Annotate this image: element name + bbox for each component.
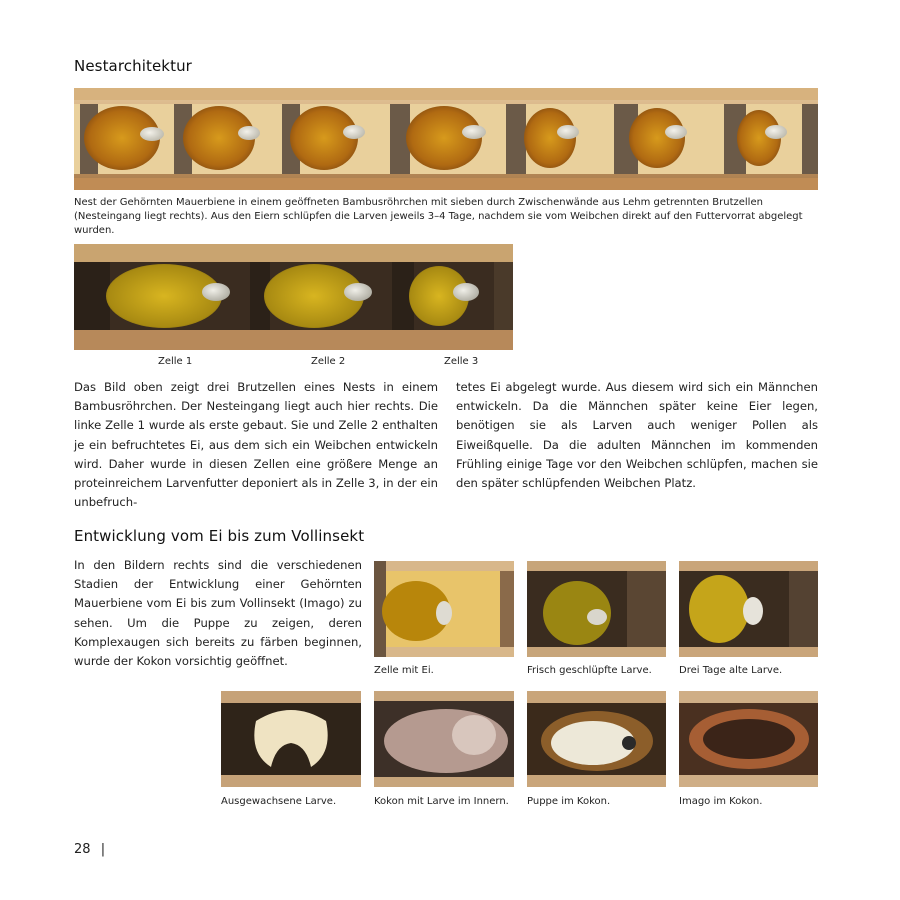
photo-imago-in-cocoon bbox=[679, 691, 818, 787]
photo-caption-7: Imago im Kokon. bbox=[679, 796, 763, 807]
photo-three-day-larva bbox=[679, 561, 818, 657]
page-number-value: 28 bbox=[74, 842, 91, 857]
section-heading-development: Entwicklung vom Ei bis zum Vollinsekt bbox=[74, 527, 365, 545]
cell-label-2: Zelle 2 bbox=[311, 356, 346, 367]
page-number bbox=[74, 842, 105, 857]
photo-caption-4: Ausgewachsene Larve. bbox=[221, 796, 337, 807]
nest-tube-photo bbox=[74, 88, 818, 190]
photo-cocoon-with-larva bbox=[374, 691, 514, 787]
photo-caption-3: Drei Tage alte Larve. bbox=[679, 665, 783, 676]
body-paragraph-col2: tetes Ei abgelegt wurde. Aus diesem wird sich ein Männchen entwickeln. Da die Männchen später keine Eier legen, benötigen sie als Larven auch weniger Pollen als Eiweißquelle. Da die adulten Männchen im kommenden Frühling einige Tage vor den Weibchen schlüpfen, machen sie den später schlüpfenden Weibchen Platz. bbox=[456, 380, 818, 491]
photo-fresh-larva bbox=[527, 561, 666, 657]
three-cells-photo bbox=[74, 244, 513, 350]
body-paragraph-col1: Das Bild oben zeigt drei Brutzellen eines Nests in einem Bambusröhrchen. Der Nesteingang liegt auch hier rechts. Die linke Zelle 1 wurde als erste gebaut. Sie und Zelle 2 enthalten je ein befruchtetes Ei, aus dem sich ein Weibchen entwickeln wird. Daher wurde in diesen Zellen eine größere Menge an proteinreichem Larvenfutter deponiert als in Zelle 3, in der ein unbefruch- bbox=[74, 380, 438, 510]
photo-cell-with-egg bbox=[374, 561, 514, 657]
figure-caption-nest: Nest der Gehörnten Mauerbiene in einem geöffneten Bambusröhrchen mit sieben durch Zwischenwände aus Lehm getrennten Brutzellen (Nesteingang liegt rechts). Aus den Eiern schlüpfen die Larven jeweils 3–4 Tage, nachdem sie vom Weibchen direkt auf den Futtervorrat abgelegt wurden. bbox=[74, 197, 803, 236]
photo-caption-6: Puppe im Kokon. bbox=[527, 796, 611, 807]
photo-pupa-in-cocoon bbox=[527, 691, 666, 787]
photo-caption-2: Frisch geschlüpfte Larve. bbox=[527, 665, 652, 676]
cell-label-3: Zelle 3 bbox=[444, 356, 479, 367]
cell-label-1: Zelle 1 bbox=[158, 356, 193, 367]
section-heading-nest: Nestarchitektur bbox=[74, 57, 192, 75]
page-number-separator: | bbox=[100, 842, 106, 857]
photo-grown-larva bbox=[221, 691, 361, 787]
photo-caption-5: Kokon mit Larve im Innern. bbox=[374, 796, 509, 807]
photo-caption-1: Zelle mit Ei. bbox=[374, 665, 434, 676]
development-intro: In den Bildern rechts sind die verschiedenen Stadien der Entwicklung einer Gehörnten Mauerbiene vom Ei bis zum Vollinsekt (Imago) zu sehen. Um die Puppe zu zeigen, deren Komplexaugen sich bereits zu färben beginnen, wurde der Kokon vorsichtig geöffnet. bbox=[74, 558, 362, 669]
